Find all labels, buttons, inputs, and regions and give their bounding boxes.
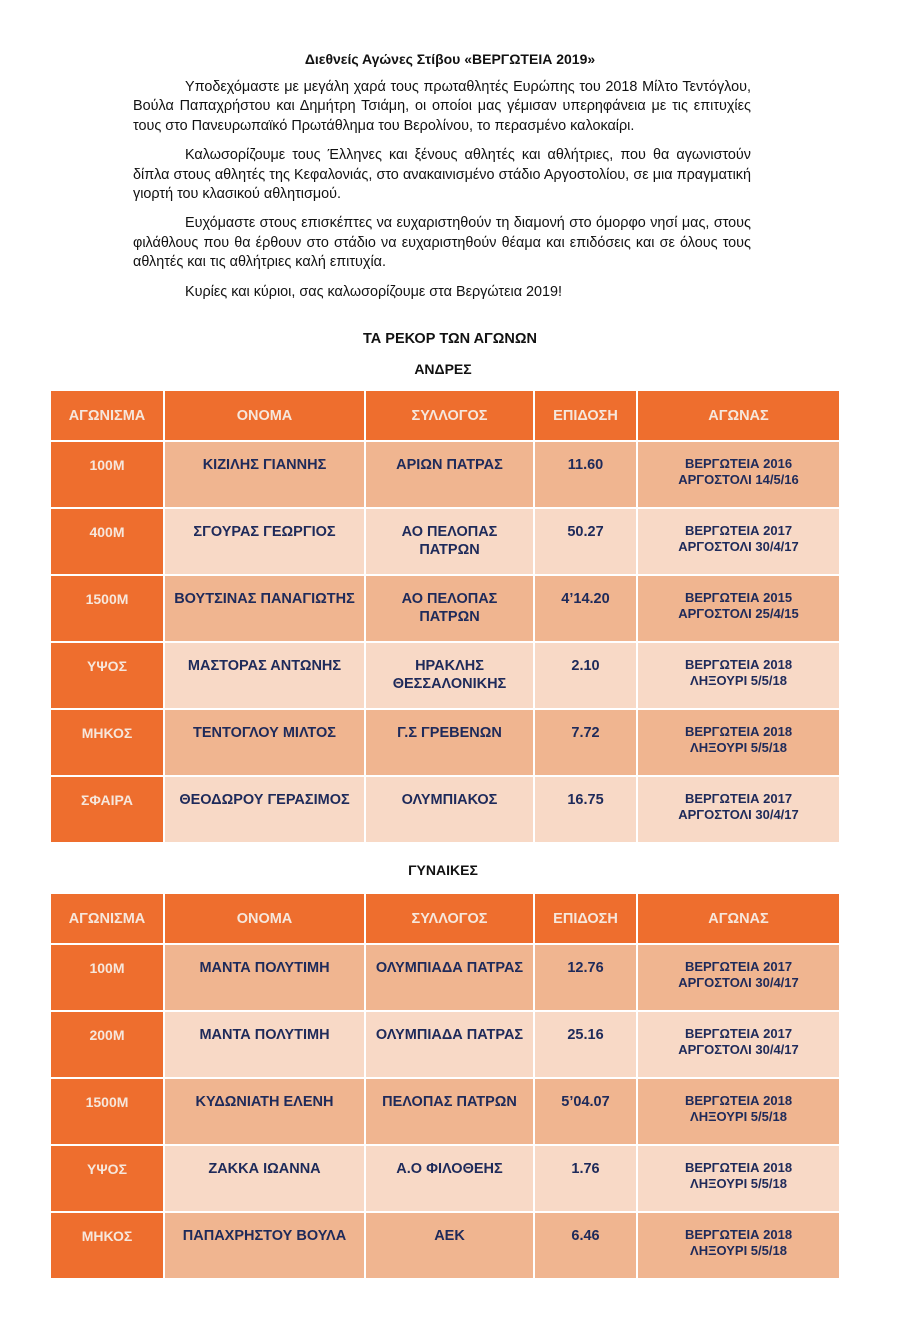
header-name: ΟΝΟΜΑ bbox=[164, 893, 365, 944]
women-table-body bbox=[50, 944, 840, 1279]
athlete-name-cell: ΚΙΖΙΛΗΣ ΓΙΑΝΝΗΣ bbox=[164, 441, 365, 508]
header-performance: ΕΠΙΔΟΣΗ bbox=[534, 390, 637, 441]
table-header-row bbox=[50, 893, 840, 944]
table-row bbox=[50, 944, 840, 1011]
intro-paragraph: Καλωσορίζουμε τους Έλληνες και ξένους αθλητές και αθλήτριες, που θα αγωνιστούν δίπλα στους αθλητές της Κεφαλονιάς, στο ανακαινισμένο στάδιο Αργοστολίου, σε μια πραγματική γιορτή του κλασικού αθλητισμού. bbox=[133, 147, 751, 203]
athlete-name-cell: ΤΕΝΤΟΓΛΟΥ ΜΙΛΤΟΣ bbox=[164, 709, 365, 776]
performance-cell: 2.10 bbox=[534, 642, 637, 709]
athlete-name-cell: ΖΑΚΚΑ ΙΩΑΝΝΑ bbox=[164, 1145, 365, 1212]
meet-place-date: ΛΗΞΟΥΡΙ 5/5/18 bbox=[690, 1243, 787, 1258]
meet-place-date: ΑΡΓΟΣΤΟΛΙ 30/4/17 bbox=[678, 975, 799, 990]
meet-name: ΒΕΡΓΩΤΕΙΑ 2017 bbox=[684, 791, 793, 806]
athlete-name-cell: ΘΕΟΔΩΡΟΥ ΓΕΡΑΣΙΜΟΣ bbox=[164, 776, 365, 843]
meet-place-date: ΛΗΞΟΥΡΙ 5/5/18 bbox=[690, 1176, 787, 1191]
athlete-name-cell: ΠΑΠΑΧΡΗΣΤΟΥ ΒΟΥΛΑ bbox=[164, 1212, 365, 1279]
meet-name: ΒΕΡΓΩΤΕΙΑ 2018 bbox=[684, 1227, 793, 1242]
header-meet: ΑΓΩΝΑΣ bbox=[637, 893, 840, 944]
meet-place-date: ΑΡΓΟΣΤΟΛΙ 30/4/17 bbox=[678, 1042, 799, 1057]
event-cell: ΥΨΟΣ bbox=[50, 642, 164, 709]
table-header-row bbox=[50, 390, 840, 441]
meet-place-date: ΑΡΓΟΣΤΟΛΙ 14/5/16 bbox=[678, 472, 799, 487]
club-cell: Γ.Σ ΓΡΕΒΕΝΩΝ bbox=[365, 709, 534, 776]
club-cell: ΠΕΛΟΠΑΣ ΠΑΤΡΩΝ bbox=[365, 1078, 534, 1145]
meet-cell bbox=[637, 776, 840, 843]
performance-cell: 11.60 bbox=[534, 441, 637, 508]
meet-name: ΒΕΡΓΩΤΕΙΑ 2017 bbox=[684, 523, 793, 538]
men-records-table bbox=[49, 389, 841, 844]
athlete-name-cell: ΚΥΔΩΝΙΑΤΗ ΕΛΕΝΗ bbox=[164, 1078, 365, 1145]
closing-line: Κυρίες και κύριοι, σας καλωσορίζουμε στα Βεργώτεια 2019! bbox=[185, 283, 563, 300]
performance-cell: 5’04.07 bbox=[534, 1078, 637, 1145]
meet-name: ΒΕΡΓΩΤΕΙΑ 2017 bbox=[684, 1026, 793, 1041]
performance-cell: 4’14.20 bbox=[534, 575, 637, 642]
athlete-name-cell: ΒΟΥΤΣΙΝΑΣ ΠΑΝΑΓΙΩΤΗΣ bbox=[164, 575, 365, 642]
performance-cell: 12.76 bbox=[534, 944, 637, 1011]
event-cell: 400Μ bbox=[50, 508, 164, 575]
header-event: ΑΓΩΝΙΣΜΑ bbox=[50, 893, 164, 944]
club-cell: ΑΕΚ bbox=[365, 1212, 534, 1279]
meet-place-date: ΛΗΞΟΥΡΙ 5/5/18 bbox=[690, 673, 787, 688]
performance-cell: 16.75 bbox=[534, 776, 637, 843]
meet-name: ΒΕΡΓΩΤΕΙΑ 2017 bbox=[684, 959, 793, 974]
meet-place-date: ΑΡΓΟΣΤΟΛΙ 30/4/17 bbox=[678, 807, 799, 822]
athlete-name-cell: ΣΓΟΥΡΑΣ ΓΕΩΡΓΙΟΣ bbox=[164, 508, 365, 575]
meet-cell bbox=[637, 508, 840, 575]
club-cell: ΑΟ ΠΕΛΟΠΑΣ ΠΑΤΡΩΝ bbox=[365, 575, 534, 642]
header-club: ΣΥΛΛΟΓΟΣ bbox=[365, 893, 534, 944]
club-cell: ΑΟ ΠΕΛΟΠΑΣ ΠΑΤΡΩΝ bbox=[365, 508, 534, 575]
meet-place-date: ΛΗΞΟΥΡΙ 5/5/18 bbox=[690, 1109, 787, 1124]
meet-cell bbox=[637, 575, 840, 642]
event-cell: 100Μ bbox=[50, 441, 164, 508]
club-cell: ΟΛΥΜΠΙΑΔΑ ΠΑΤΡΑΣ bbox=[365, 944, 534, 1011]
intro-paragraph: Ευχόμαστε στους επισκέπτες να ευχαριστηθούν τη διαμονή στο όμορφο νησί μας, στους φιλάθλους που θα έρθουν στο στάδιο να ευχαριστηθούν θέαμα και επιδόσεις και σε όλους τους αθλητές και τις αθλήτριες καλή επιτυχία. bbox=[133, 215, 751, 271]
performance-cell: 50.27 bbox=[534, 508, 637, 575]
meet-cell bbox=[637, 1078, 840, 1145]
table-row bbox=[50, 1212, 840, 1279]
header-name: ΟΝΟΜΑ bbox=[164, 390, 365, 441]
meet-name: ΒΕΡΓΩΤΕΙΑ 2018 bbox=[684, 1093, 793, 1108]
club-cell: ΑΡΙΩΝ ΠΑΤΡΑΣ bbox=[365, 441, 534, 508]
meet-place-date: ΑΡΓΟΣΤΟΛΙ 25/4/15 bbox=[678, 606, 799, 621]
performance-cell: 7.72 bbox=[534, 709, 637, 776]
meet-name: ΒΕΡΓΩΤΕΙΑ 2018 bbox=[684, 724, 793, 739]
table-row bbox=[50, 508, 840, 575]
records-title: ΤΑ ΡΕΚΟΡ ΤΩΝ ΑΓΩΝΩΝ bbox=[363, 331, 537, 347]
meet-cell bbox=[637, 1011, 840, 1078]
table-row bbox=[50, 575, 840, 642]
club-cell: Α.Ο ΦΙΛΟΘΕΗΣ bbox=[365, 1145, 534, 1212]
meet-name: ΒΕΡΓΩΤΕΙΑ 2015 bbox=[684, 590, 793, 605]
men-heading: ΑΝΔΡΕΣ bbox=[414, 361, 472, 377]
meet-cell bbox=[637, 441, 840, 508]
table-row bbox=[50, 441, 840, 508]
meet-place-date: ΑΡΓΟΣΤΟΛΙ 30/4/17 bbox=[678, 539, 799, 554]
club-cell: ΗΡΑΚΛΗΣ ΘΕΣΣΑΛΟΝΙΚΗΣ bbox=[365, 642, 534, 709]
women-heading: ΓΥΝΑΙΚΕΣ bbox=[408, 862, 478, 878]
athlete-name-cell: ΜΑΝΤΑ ΠΟΛΥΤΙΜΗ bbox=[164, 1011, 365, 1078]
event-cell: ΥΨΟΣ bbox=[50, 1145, 164, 1212]
meet-cell bbox=[637, 944, 840, 1011]
table-row bbox=[50, 709, 840, 776]
performance-cell: 1.76 bbox=[534, 1145, 637, 1212]
table-row bbox=[50, 1078, 840, 1145]
event-cell: ΜΗΚΟΣ bbox=[50, 709, 164, 776]
document-title: Διεθνείς Αγώνες Στίβου «ΒΕΡΓΩΤΕΙΑ 2019» bbox=[304, 51, 596, 67]
meet-name: ΒΕΡΓΩΤΕΙΑ 2018 bbox=[684, 657, 793, 672]
women-records-table bbox=[49, 892, 841, 1280]
event-cell: 1500Μ bbox=[50, 575, 164, 642]
header-event: ΑΓΩΝΙΣΜΑ bbox=[50, 390, 164, 441]
header-performance: ΕΠΙΔΟΣΗ bbox=[534, 893, 637, 944]
meet-cell bbox=[637, 1145, 840, 1212]
table-row bbox=[50, 642, 840, 709]
athlete-name-cell: ΜΑΣΤΟΡΑΣ ΑΝΤΩΝΗΣ bbox=[164, 642, 365, 709]
meet-cell bbox=[637, 709, 840, 776]
men-table-body bbox=[50, 441, 840, 843]
intro-paragraph: Υποδεχόμαστε με μεγάλη χαρά τους πρωταθλητές Ευρώπης του 2018 Μίλτο Τεντόγλου, Βούλα Παπαχρήστου και Δημήτρη Τσιάμη, οι οποίοι μας γέμισαν υπερηφάνεια με τις επιτυχίες τους στο Πανευρωπαϊκό Πρωτάθλημα του Βερολίνου, το περασμένο καλοκαίρι. bbox=[133, 79, 751, 134]
event-cell: 1500Μ bbox=[50, 1078, 164, 1145]
club-cell: ΟΛΥΜΠΙΑΚΟΣ bbox=[365, 776, 534, 843]
meet-cell bbox=[637, 642, 840, 709]
meet-name: ΒΕΡΓΩΤΕΙΑ 2016 bbox=[684, 456, 793, 471]
club-cell: ΟΛΥΜΠΙΑΔΑ ΠΑΤΡΑΣ bbox=[365, 1011, 534, 1078]
header-meet: ΑΓΩΝΑΣ bbox=[637, 390, 840, 441]
event-cell: ΣΦΑΙΡΑ bbox=[50, 776, 164, 843]
meet-name: ΒΕΡΓΩΤΕΙΑ 2018 bbox=[684, 1160, 793, 1175]
table-row bbox=[50, 1145, 840, 1212]
meet-place-date: ΛΗΞΟΥΡΙ 5/5/18 bbox=[690, 740, 787, 755]
intro-text bbox=[133, 78, 751, 312]
header-club: ΣΥΛΛΟΓΟΣ bbox=[365, 390, 534, 441]
performance-cell: 6.46 bbox=[534, 1212, 637, 1279]
table-row bbox=[50, 1011, 840, 1078]
performance-cell: 25.16 bbox=[534, 1011, 637, 1078]
event-cell: 200Μ bbox=[50, 1011, 164, 1078]
athlete-name-cell: ΜΑΝΤΑ ΠΟΛΥΤΙΜΗ bbox=[164, 944, 365, 1011]
table-row bbox=[50, 776, 840, 843]
event-cell: ΜΗΚΟΣ bbox=[50, 1212, 164, 1279]
meet-cell bbox=[637, 1212, 840, 1279]
event-cell: 100Μ bbox=[50, 944, 164, 1011]
